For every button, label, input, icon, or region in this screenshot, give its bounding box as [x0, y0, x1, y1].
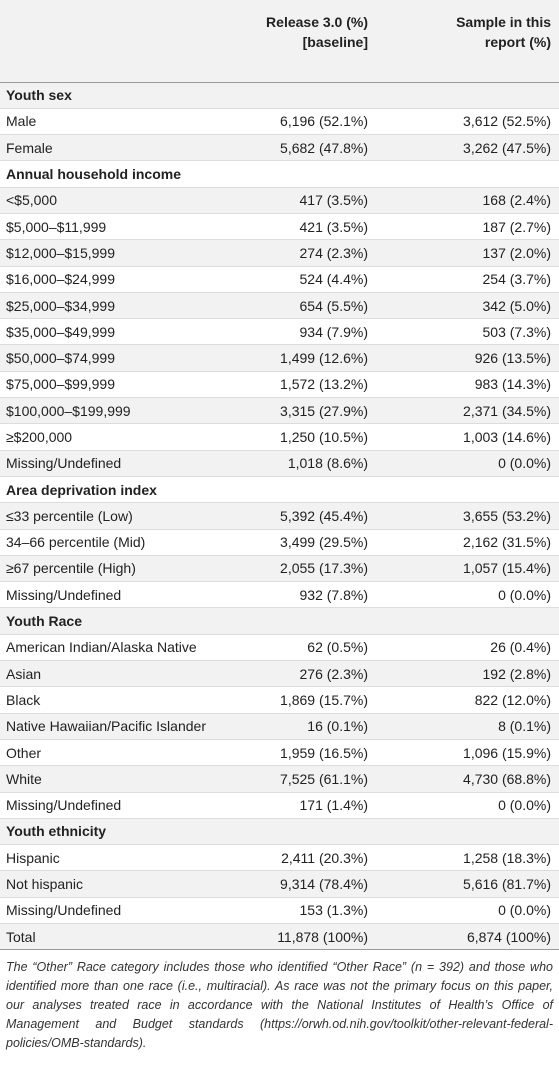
table-row: [0, 713, 559, 739]
section-header-row: [0, 818, 559, 844]
sample-value: 3,655 (53.2%): [376, 503, 559, 529]
release-value: 2,411 (20.3%): [254, 845, 376, 871]
row-label: Not hispanic: [0, 871, 254, 897]
row-label: American Indian/Alaska Native: [0, 634, 254, 660]
table-row: [0, 371, 559, 397]
header-sample-line2: report (%): [484, 34, 551, 50]
sample-value: 0 (0.0%): [376, 582, 559, 608]
header-col-label: [0, 0, 254, 82]
table-row: [0, 924, 559, 950]
sample-value: 1,057 (15.4%): [376, 555, 559, 581]
row-label: Area deprivation index: [0, 476, 254, 502]
row-label: Other: [0, 739, 254, 765]
release-value: 2,055 (17.3%): [254, 555, 376, 581]
sample-value: 0 (0.0%): [376, 450, 559, 476]
table-row: [0, 555, 559, 581]
release-value: 274 (2.3%): [254, 240, 376, 266]
section-header-row: [0, 608, 559, 634]
release-value: [254, 82, 376, 108]
sample-value: 4,730 (68.8%): [376, 766, 559, 792]
release-value: 11,878 (100%): [254, 924, 376, 950]
sample-value: [376, 161, 559, 187]
table-row: [0, 871, 559, 897]
row-label: Youth sex: [0, 82, 254, 108]
sample-value: 0 (0.0%): [376, 792, 559, 818]
header-row: [0, 0, 559, 82]
header-release-line2: [baseline]: [302, 34, 368, 50]
release-value: [254, 608, 376, 634]
release-value: 1,018 (8.6%): [254, 450, 376, 476]
row-label: $16,000–$24,999: [0, 266, 254, 292]
table-row: [0, 529, 559, 555]
release-value: 62 (0.5%): [254, 634, 376, 660]
release-value: 932 (7.8%): [254, 582, 376, 608]
table-row: [0, 292, 559, 318]
row-label: $35,000–$49,999: [0, 319, 254, 345]
sample-value: 2,371 (34.5%): [376, 398, 559, 424]
release-value: 9,314 (78.4%): [254, 871, 376, 897]
sample-value: [376, 82, 559, 108]
sample-value: 8 (0.1%): [376, 713, 559, 739]
sample-value: [376, 476, 559, 502]
release-value: 654 (5.5%): [254, 292, 376, 318]
table-body: [0, 82, 559, 950]
row-label: $25,000–$34,999: [0, 292, 254, 318]
table-row: [0, 739, 559, 765]
release-value: 16 (0.1%): [254, 713, 376, 739]
sample-value: 254 (3.7%): [376, 266, 559, 292]
row-label: 34–66 percentile (Mid): [0, 529, 254, 555]
release-value: [254, 476, 376, 502]
header-sample-line1: Sample in this: [456, 14, 551, 30]
table-row: [0, 450, 559, 476]
table-row: [0, 661, 559, 687]
row-label: Youth Race: [0, 608, 254, 634]
release-value: 171 (1.4%): [254, 792, 376, 818]
table-row: [0, 266, 559, 292]
sample-value: 6,874 (100%): [376, 924, 559, 950]
release-value: [254, 161, 376, 187]
release-value: 153 (1.3%): [254, 897, 376, 923]
row-label: ≥$200,000: [0, 424, 254, 450]
release-value: 421 (3.5%): [254, 213, 376, 239]
sample-value: 3,612 (52.5%): [376, 108, 559, 134]
release-value: 1,250 (10.5%): [254, 424, 376, 450]
row-label: $75,000–$99,999: [0, 371, 254, 397]
header-release-line1: Release 3.0 (%): [266, 14, 368, 30]
row-label: Missing/Undefined: [0, 582, 254, 608]
sample-value: 5,616 (81.7%): [376, 871, 559, 897]
table-row: [0, 582, 559, 608]
row-label: White: [0, 766, 254, 792]
table-row: [0, 213, 559, 239]
release-value: [254, 818, 376, 844]
row-label: Missing/Undefined: [0, 897, 254, 923]
table-row: [0, 792, 559, 818]
row-label: Total: [0, 924, 254, 950]
release-value: 5,392 (45.4%): [254, 503, 376, 529]
release-value: 524 (4.4%): [254, 266, 376, 292]
sample-value: 1,258 (18.3%): [376, 845, 559, 871]
row-label: Youth ethnicity: [0, 818, 254, 844]
row-label: $5,000–$11,999: [0, 213, 254, 239]
release-value: 1,572 (13.2%): [254, 371, 376, 397]
sample-value: [376, 608, 559, 634]
sample-value: 192 (2.8%): [376, 661, 559, 687]
section-header-row: [0, 476, 559, 502]
release-value: 276 (2.3%): [254, 661, 376, 687]
sample-value: 0 (0.0%): [376, 897, 559, 923]
sample-value: 926 (13.5%): [376, 345, 559, 371]
table-row: [0, 108, 559, 134]
release-value: 1,869 (15.7%): [254, 687, 376, 713]
row-label: Female: [0, 135, 254, 161]
table-row: [0, 766, 559, 792]
row-label: Annual household income: [0, 161, 254, 187]
row-label: Hispanic: [0, 845, 254, 871]
sample-value: 503 (7.3%): [376, 319, 559, 345]
row-label: $12,000–$15,999: [0, 240, 254, 266]
sample-value: 2,162 (31.5%): [376, 529, 559, 555]
sample-value: 26 (0.4%): [376, 634, 559, 660]
sample-value: 1,096 (15.9%): [376, 739, 559, 765]
table-row: [0, 845, 559, 871]
sample-value: 822 (12.0%): [376, 687, 559, 713]
table-row: [0, 187, 559, 213]
row-label: Male: [0, 108, 254, 134]
row-label: Black: [0, 687, 254, 713]
sample-value: 137 (2.0%): [376, 240, 559, 266]
header-col-release: [254, 0, 376, 82]
sample-value: 342 (5.0%): [376, 292, 559, 318]
release-value: 1,959 (16.5%): [254, 739, 376, 765]
row-label: <$5,000: [0, 187, 254, 213]
row-label: $100,000–$199,999: [0, 398, 254, 424]
header-col-sample: [376, 0, 559, 82]
table-row: [0, 424, 559, 450]
table-row: [0, 503, 559, 529]
row-label: Missing/Undefined: [0, 450, 254, 476]
release-value: 6,196 (52.1%): [254, 108, 376, 134]
row-label: ≤33 percentile (Low): [0, 503, 254, 529]
release-value: 934 (7.9%): [254, 319, 376, 345]
sample-value: 168 (2.4%): [376, 187, 559, 213]
release-value: 3,315 (27.9%): [254, 398, 376, 424]
release-value: 3,499 (29.5%): [254, 529, 376, 555]
table-row: [0, 319, 559, 345]
release-value: 1,499 (12.6%): [254, 345, 376, 371]
sample-value: [376, 818, 559, 844]
table-row: [0, 345, 559, 371]
release-value: 417 (3.5%): [254, 187, 376, 213]
row-label: $50,000–$74,999: [0, 345, 254, 371]
table-header: [0, 0, 559, 82]
table-row: [0, 135, 559, 161]
row-label: Native Hawaiian/Pacific Islander: [0, 713, 254, 739]
row-label: Missing/Undefined: [0, 792, 254, 818]
row-label: ≥67 percentile (High): [0, 555, 254, 581]
table-row: [0, 634, 559, 660]
table-row: [0, 687, 559, 713]
sample-value: 983 (14.3%): [376, 371, 559, 397]
sample-value: 3,262 (47.5%): [376, 135, 559, 161]
table-row: [0, 240, 559, 266]
table-row: [0, 398, 559, 424]
sample-value: 187 (2.7%): [376, 213, 559, 239]
release-value: 7,525 (61.1%): [254, 766, 376, 792]
table-row: [0, 897, 559, 923]
release-value: 5,682 (47.8%): [254, 135, 376, 161]
row-label: Asian: [0, 661, 254, 687]
section-header-row: [0, 82, 559, 108]
table-footnote: The “Other” Race category includes those who identified “Other Race” (n = 392) and those who identified more than one race (i.e., multiracial). As race was not the primary focus on this paper, our analyses treated race in accordance with the National Institutes of Health’s Office of Management and Budget standards (https://orwh.od.nih.gov/toolkit/other-relevant-federal-policies/OMB-standards).: [6, 960, 553, 1051]
section-header-row: [0, 161, 559, 187]
sample-value: 1,003 (14.6%): [376, 424, 559, 450]
